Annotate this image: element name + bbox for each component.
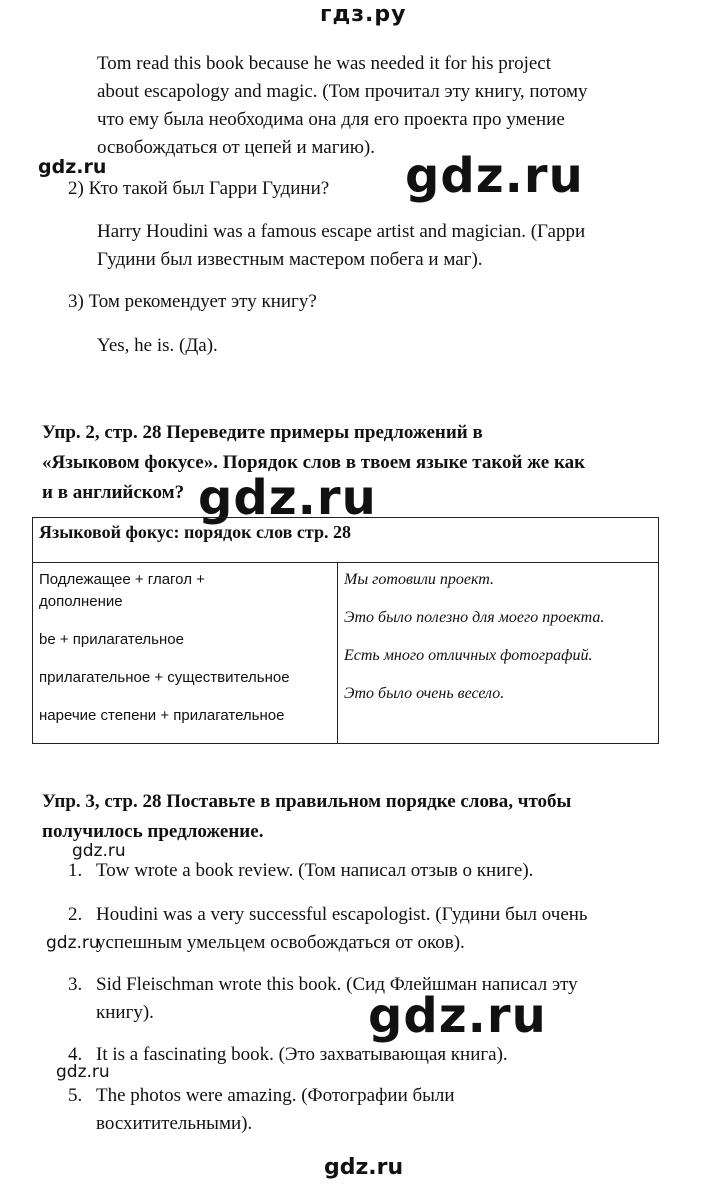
heading-line: получилось предложение. [42,821,264,842]
watermark-big-2: gdz.ru [198,470,377,526]
intro-line: Tom read this book because he was needed it for his project [97,53,551,74]
item-number: 2. [68,904,83,925]
item-text: Sid Fleischman wrote this book. (Сид Флейшман написал эту [96,974,578,995]
intro-line: about escapology and magic. (Том прочитал эту книгу, потому [97,81,588,102]
item-text: Houdini was a very successful escapologist. (Гудини был очень [96,904,588,925]
watermark-small-2: gdz.ru [72,841,126,861]
watermark-big-3: gdz.ru [368,988,547,1044]
list-item [68,1041,508,1069]
intro-answer [97,50,588,162]
heading-line: Упр. 2, стр. 28 Переведите примеры предложений в [42,422,483,443]
language-focus-table [32,517,659,744]
item-text: It is a fascinating book. (Это захватывающая книга). [96,1044,508,1065]
pattern-item: прилагательное + существительное [39,669,290,686]
example-item: Это было полезно для моего проекта. [344,609,605,626]
heading-line: «Языковом фокусе». Порядок слов в твоем языке такой же как [42,452,586,473]
intro-line: освобождаться от цепей и магию). [97,137,375,158]
heading-line: и в английском? [42,482,185,503]
watermark-small-4: gdz.ru [56,1062,110,1082]
pattern-item: be + прилагательное [39,631,184,648]
answer-2-line: Harry Houdini was a famous escape artist and magician. (Гарри [97,221,586,242]
list-item [68,857,533,885]
question-3: 3) Том рекомендует эту книгу? [68,291,317,312]
pattern-item: наречие степени + прилагательное [39,707,285,724]
list-item [68,901,588,957]
item-text: Tow wrote a book review. (Том написал отзыв о книге). [96,860,534,881]
list-item [68,1082,455,1138]
top-watermark: гдз.ру [320,2,407,27]
table-left-column [33,563,338,744]
example-item: Есть много отличных фотографий. [344,647,593,664]
item-text: The photos were amazing. (Фотографии были [96,1085,455,1106]
table-title: Языковой фокус: порядок слов стр. 28 [33,518,659,563]
item-number: 5. [68,1085,83,1106]
exercise-3-heading [42,787,571,847]
answer-2-line: Гудини был известным мастером побега и маг). [97,249,483,270]
pattern-item: Подлежащее + глагол + [39,571,205,588]
table-right-column [338,563,659,744]
watermark-big-1: gdz.ru [405,148,584,204]
example-item: Это было очень весело. [344,685,505,702]
example-item: Мы готовили проект. [344,571,495,588]
answer-3: Yes, he is. (Да). [97,335,218,356]
item-text: восхитительными). [96,1113,253,1134]
item-number: 3. [68,974,83,995]
answer-2 [97,218,585,274]
heading-line: Упр. 3, стр. 28 Поставьте в правильном порядке слова, чтобы [42,791,572,812]
footer-watermark: gdz.ru [324,1155,404,1180]
watermark-small-1: gdz.ru [38,156,107,178]
pattern-item: дополнение [39,593,123,610]
item-text: книгу). [96,1002,154,1023]
intro-line: что ему была необходима она для его проекта про умение [97,109,565,130]
item-number: 1. [68,860,83,881]
item-number: 4. [68,1044,83,1065]
item-text: успешным умельцем освобождаться от оков). [96,932,465,953]
watermark-small-3: gdz.ru [46,933,100,953]
question-2: 2) Кто такой был Гарри Гудини? [68,178,330,199]
